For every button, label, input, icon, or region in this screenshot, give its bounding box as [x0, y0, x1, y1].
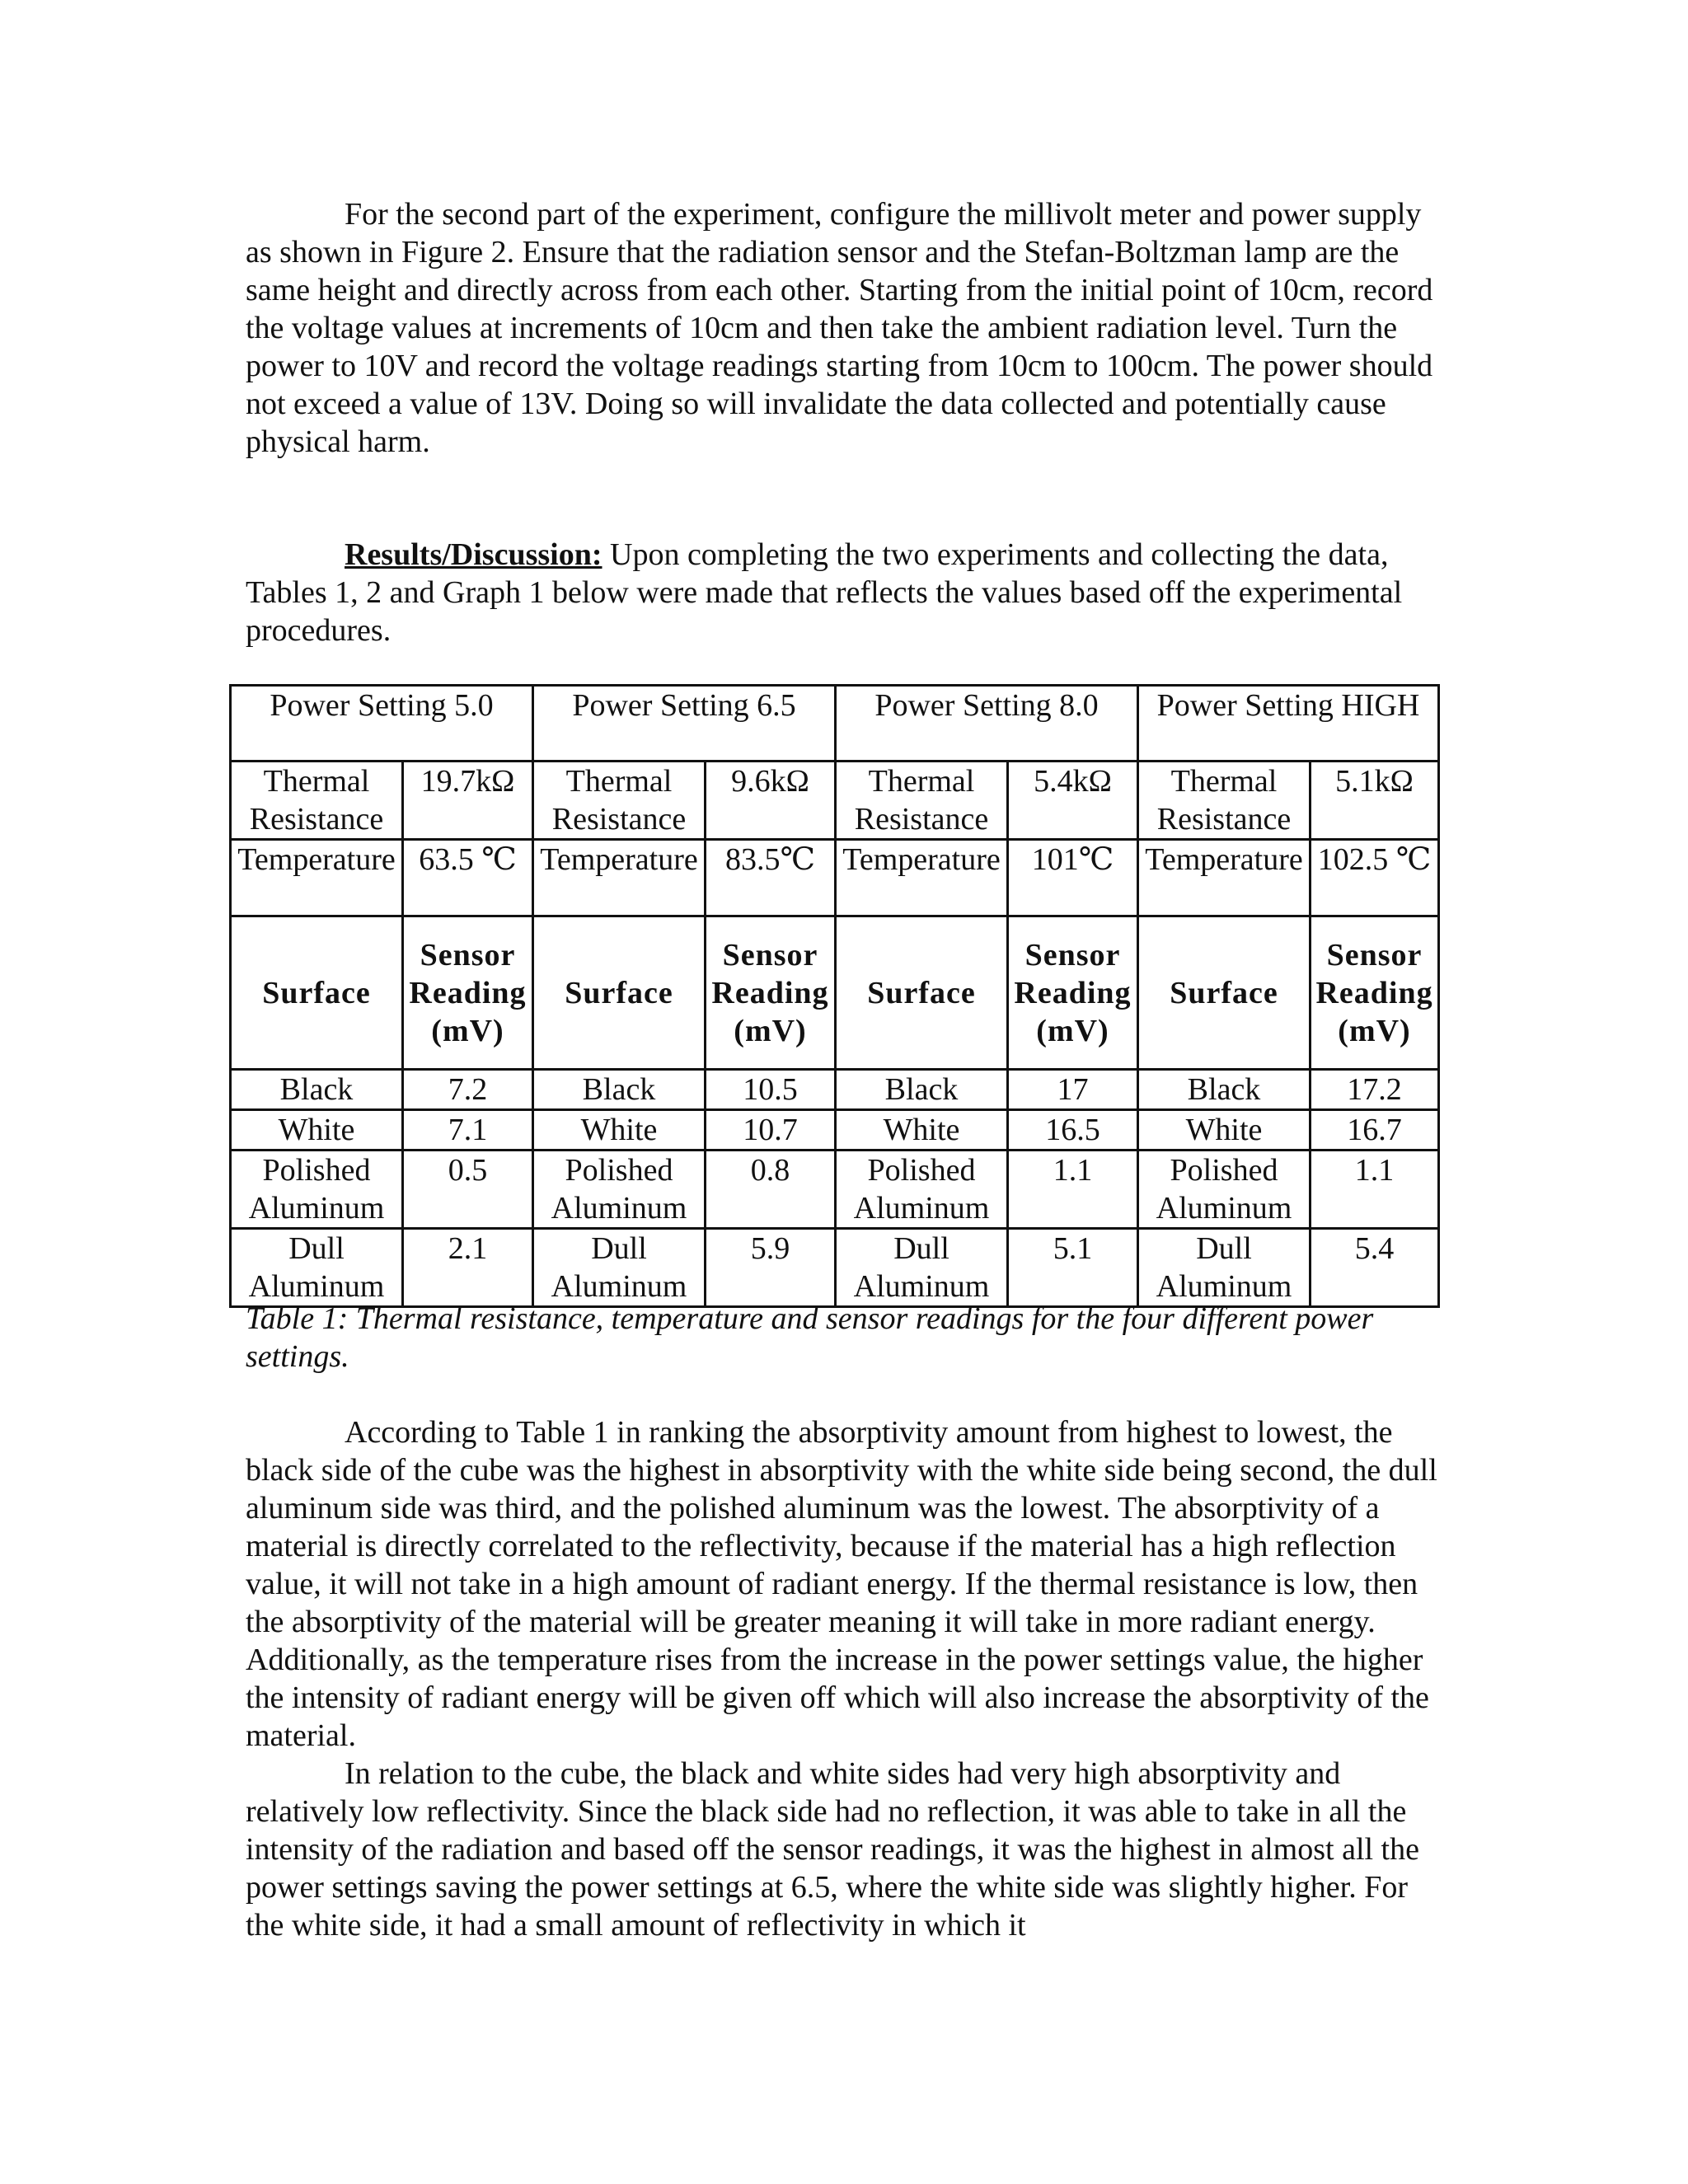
sensor-reading: 0.5 [403, 1151, 533, 1229]
surface-name: Dull Aluminum [231, 1229, 403, 1307]
surface-name: White [231, 1110, 403, 1151]
results-text: Upon completing the two experiments and collecting the data, Tables 1, 2 and Graph 1 below were made that reflects the values based off the experimental procedures. [246, 537, 1403, 648]
sensor-reading: 5.1 [1008, 1229, 1138, 1307]
table-row [231, 762, 1439, 840]
temperature-value: 63.5 ℃ [403, 840, 533, 916]
sensor-reading: 0.8 [706, 1151, 836, 1229]
thermal-resistance-label: Thermal Resistance [533, 762, 706, 840]
sensor-reading: 10.5 [706, 1070, 836, 1110]
sensor-reading-header: Sensor Reading (mV) [1008, 916, 1138, 1070]
discussion-paragraph: In relation to the cube, the black and white sides had very high absorptivity and relatively low reflectivity. Since the black side had no reflection, it was able to take in all the intensity of the radiation and based off the sensor readings, it was the highest in almost all the power settings saving the power settings at 6.5, where the white side was slightly higher. For the white side, it had a small amount of reflectivity in which it [246, 1756, 1419, 1943]
results-heading: Results/Discussion: [345, 537, 603, 572]
power-setting-header: Power Setting 5.0 [231, 686, 533, 762]
discussion-paragraph: According to Table 1 in ranking the absorptivity amount from highest to lowest, the black side of the cube was the highest in absorptivity with the white side being second, the dull aluminum side was third, and the polished aluminum was the lowest. The absorptivity of a material is directly correlated to the reflectivity, because if the material has a high reflection value, it will not take in a high amount of radiant energy. If the thermal resistance is low, then the absorptivity of the material will be greater meaning it will take in more radiant energy. Additionally, as the temperature rises from the increase in the power settings value, the higher the intensity of radiant energy will be given off which will also increase the absorptivity of the material. [246, 1415, 1437, 1753]
sensor-reading: 7.2 [403, 1070, 533, 1110]
surface-header: Surface [836, 916, 1008, 1070]
sensor-reading: 5.4 [1311, 1229, 1439, 1307]
results-paragraph [246, 536, 1449, 649]
surface-header: Surface [231, 916, 403, 1070]
temperature-value: 101℃ [1008, 840, 1138, 916]
surface-name: Black [836, 1070, 1008, 1110]
surface-name: Dull Aluminum [1138, 1229, 1311, 1307]
sensor-reading: 5.9 [706, 1229, 836, 1307]
surface-name: Dull Aluminum [533, 1229, 706, 1307]
surface-name: White [533, 1110, 706, 1151]
sensor-reading: 16.7 [1311, 1110, 1439, 1151]
surface-name: Polished Aluminum [533, 1151, 706, 1229]
table-row [231, 1229, 1439, 1307]
surface-name: Black [533, 1070, 706, 1110]
surface-name: Dull Aluminum [836, 1229, 1008, 1307]
surface-header: Surface [533, 916, 706, 1070]
power-setting-header: Power Setting 6.5 [533, 686, 836, 762]
temperature-label: Temperature [1138, 840, 1311, 916]
sensor-reading: 17 [1008, 1070, 1138, 1110]
table-row [231, 1070, 1439, 1110]
sensor-reading-header: Sensor Reading (mV) [1311, 916, 1439, 1070]
sensor-reading: 1.1 [1311, 1151, 1439, 1229]
sensor-reading: 17.2 [1311, 1070, 1439, 1110]
table-row [231, 916, 1439, 1070]
data-table [229, 684, 1440, 1308]
intro-paragraph [246, 195, 1449, 461]
surface-name: Black [1138, 1070, 1311, 1110]
table-row [231, 1110, 1439, 1151]
temperature-value: 83.5℃ [706, 840, 836, 916]
temperature-label: Temperature [231, 840, 403, 916]
temperature-value: 102.5 ℃ [1311, 840, 1439, 916]
thermal-resistance-value: 9.6kΩ [706, 762, 836, 840]
table-row [231, 686, 1439, 762]
thermal-resistance-label: Thermal Resistance [836, 762, 1008, 840]
sensor-reading: 16.5 [1008, 1110, 1138, 1151]
thermal-resistance-value: 5.4kΩ [1008, 762, 1138, 840]
surface-name: Polished Aluminum [1138, 1151, 1311, 1229]
thermal-resistance-value: 19.7kΩ [403, 762, 533, 840]
intro-text: For the second part of the experiment, configure the millivolt meter and power supply as shown in Figure 2. Ensure that the radiation sensor and the Stefan-Boltzman lamp are the same height and directly across from each other. Starting from the initial point of 10cm, record the voltage values at increments of 10cm and then take the ambient radiation level. Turn the power to 10V and record the voltage readings starting from 10cm to 100cm. The power should not exceed a value of 13V. Doing so will invalidate the data collected and potentially cause physical harm. [246, 197, 1433, 459]
surface-name: White [836, 1110, 1008, 1151]
surface-name: Black [231, 1070, 403, 1110]
temperature-label: Temperature [533, 840, 706, 916]
thermal-resistance-value: 5.1kΩ [1311, 762, 1439, 840]
sensor-reading: 10.7 [706, 1110, 836, 1151]
discussion-section [246, 1413, 1449, 1944]
table-caption: Table 1: Thermal resistance, temperature and sensor readings for the four different power settings. [246, 1301, 1374, 1374]
table-row [231, 1151, 1439, 1229]
thermal-resistance-label: Thermal Resistance [1138, 762, 1311, 840]
temperature-label: Temperature [836, 840, 1008, 916]
sensor-reading: 2.1 [403, 1229, 533, 1307]
thermal-resistance-label: Thermal Resistance [231, 762, 403, 840]
surface-header: Surface [1138, 916, 1311, 1070]
sensor-reading-header: Sensor Reading (mV) [403, 916, 533, 1070]
sensor-reading: 7.1 [403, 1110, 533, 1151]
table-row [231, 840, 1439, 916]
power-setting-header: Power Setting HIGH [1138, 686, 1439, 762]
sensor-reading-header: Sensor Reading (mV) [706, 916, 836, 1070]
surface-name: White [1138, 1110, 1311, 1151]
sensor-reading: 1.1 [1008, 1151, 1138, 1229]
surface-name: Polished Aluminum [231, 1151, 403, 1229]
surface-name: Polished Aluminum [836, 1151, 1008, 1229]
power-setting-header: Power Setting 8.0 [836, 686, 1138, 762]
